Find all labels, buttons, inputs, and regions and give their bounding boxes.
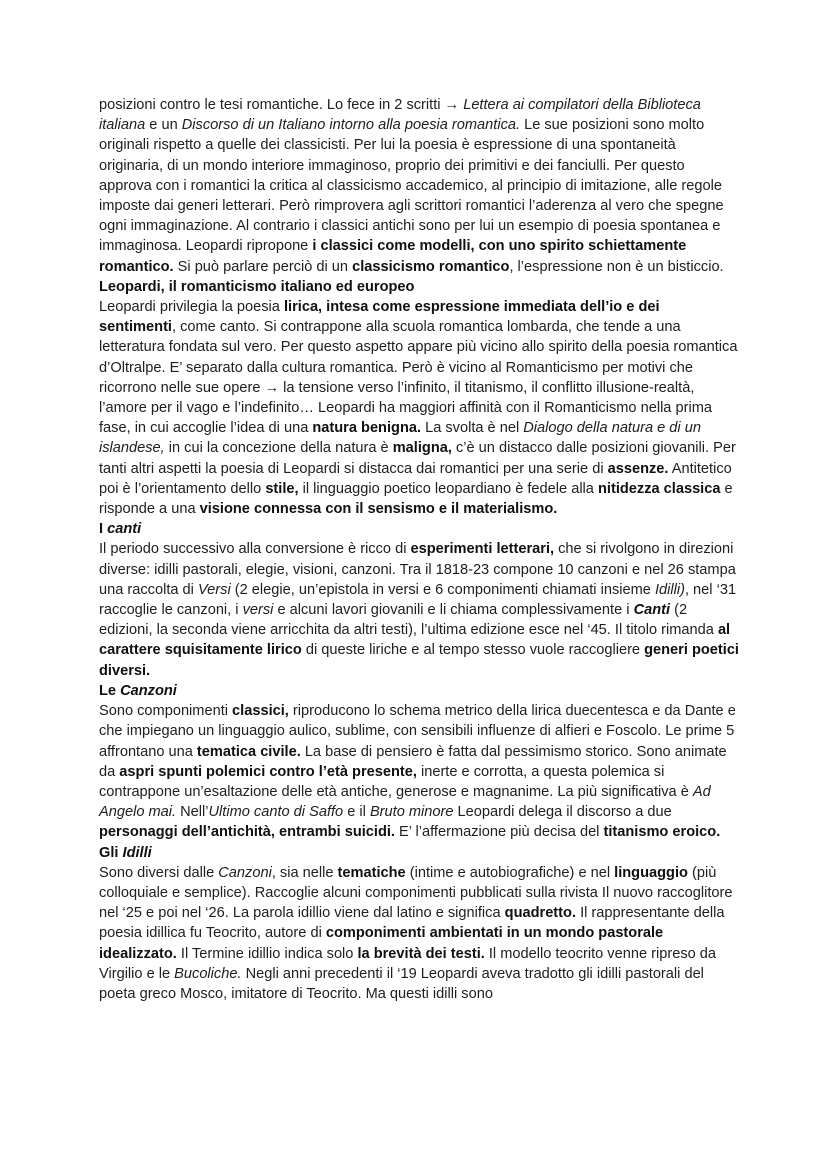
bold-text: tematiche xyxy=(337,864,406,881)
text-run: Gli xyxy=(99,844,123,861)
text-run: Si può parlare perciò di un xyxy=(173,258,353,275)
text-run: , come canto. Si contrappone alla scuola romantica lombarda, che tende a una letteratura fondata sul vero. Per questo aspetto appare più vicino allo spirito della poesia romantica d’Oltralpe. E’ separato dalla cultura romantica. Però è vicino al Romanticismo per motivi che ricorrono nelle sue opere → la tensione verso l’infinito, il titanismo, il conflitto illusione-realtà, l’amore per il vago e l’indefinito… Leopardi ha maggiori affinità con il Romanticismo nella prima fase, in cui accoglie l’idea di una xyxy=(99,319,738,437)
text-run: che si rivolgono in direzioni diverse: idilli pastorali, elegie, visioni, canzoni. Tra il 1818-23 compone 10 canzoni e nel 26 stampa una raccolta di xyxy=(99,541,736,598)
text-run: , nel ‘31 raccoglie le canzoni, i xyxy=(99,581,737,619)
text-run: , sia nelle xyxy=(271,864,338,881)
bold-text: quadretto. xyxy=(504,905,577,922)
text-run: il linguaggio poetico leopardiano è fedele alla xyxy=(298,480,598,497)
bold-text: la brevità dei testi. xyxy=(357,945,485,962)
paragraph xyxy=(99,701,739,842)
text-run: e un xyxy=(145,117,182,134)
bold-text: aspri spunti polemici contro l’età presente, xyxy=(119,763,417,780)
italic-text: canti xyxy=(107,521,142,538)
text-run: c’è un distacco dalle posizioni giovanili. Per tanti altri aspetti la poesia di Leopardi si distacca dai romantici per una serie di xyxy=(99,440,736,477)
italic-text: Dialogo della natura e di un islandese, xyxy=(99,420,701,457)
text-run: Il rappresentante della poesia idillica fu Teocrito, autore di xyxy=(99,905,725,942)
bold-text: personaggi dell’antichità, entrambi suicidi. xyxy=(99,824,395,841)
bold-text: nitidezza classica xyxy=(597,480,721,497)
section-heading xyxy=(99,277,739,297)
bold-text: stile, xyxy=(265,480,299,497)
italic-text: versi xyxy=(242,602,274,619)
text-run: I xyxy=(99,521,108,538)
italic-text: Bruto minore xyxy=(369,804,454,821)
text-run: , l’espressione non è un bisticcio. xyxy=(509,258,724,275)
text-run: Il periodo successivo alla conversione è ricco di xyxy=(99,541,411,558)
text-run: Sono componimenti xyxy=(99,703,233,720)
bold-text: esperimenti letterari, xyxy=(410,541,555,558)
section-heading xyxy=(99,681,739,701)
text-run: Antitetico poi è l’orientamento dello xyxy=(99,460,732,497)
italic-text: Ultimo canto di Saffo xyxy=(208,804,344,821)
bold-text: classici, xyxy=(232,703,289,720)
italic-text: Idilli) xyxy=(654,581,685,598)
section-heading xyxy=(99,519,739,539)
text-run: Leopardi privilegia la poesia xyxy=(99,299,284,316)
bold-italic-text: Canti xyxy=(633,602,671,619)
section-heading xyxy=(99,843,739,863)
document-page xyxy=(99,95,739,1004)
text-run: Leopardi delega il discorso a due xyxy=(453,804,672,821)
bold-text: assenze. xyxy=(607,460,669,477)
bold-text: titanismo eroico. xyxy=(603,824,721,841)
italic-text: Idilli xyxy=(122,844,152,861)
bold-text: tematica civile. xyxy=(196,743,301,760)
text-run: Il Termine idillio indica solo xyxy=(176,945,358,962)
text-run: (2 edizioni, la seconda viene arricchita da altri testi), l’ultima edizione esce nel ‘45. Il titolo rimanda xyxy=(99,602,718,639)
text-run: (intime e autobiografiche) e nel xyxy=(405,864,615,881)
italic-text: Discorso di un Italiano intorno alla poesia romantica. xyxy=(181,117,521,134)
text-run: posizioni contro le tesi romantiche. Lo fece in 2 scritti → xyxy=(99,97,464,113)
italic-text: Canzoni xyxy=(120,682,177,699)
paragraph xyxy=(99,95,739,277)
italic-text: Bucoliche. xyxy=(174,965,242,982)
text-run: La base di pensiero è fatta dal pessimismo storico. Sono animate da xyxy=(99,743,727,780)
bold-text: maligna, xyxy=(392,440,452,457)
text-run: e alcuni lavori giovanili e li chiama complessivamente i xyxy=(273,602,634,619)
text-run: Nell’ xyxy=(176,804,209,821)
bold-text: linguaggio xyxy=(614,864,688,881)
bold-text: i classici come modelli, con uno spirito schiettamente romantico. xyxy=(99,238,687,275)
paragraph xyxy=(99,863,739,1004)
text-run: (2 elegie, un’epistola in versi e 6 componimenti chiamati insieme xyxy=(230,581,655,598)
text-run: La svolta è nel xyxy=(421,420,524,437)
text-run: e il xyxy=(343,804,370,821)
paragraph xyxy=(99,297,739,519)
italic-text: Ad Angelo mai. xyxy=(99,783,711,821)
paragraph xyxy=(99,539,739,680)
text-run: in cui la concezione della natura è xyxy=(164,440,393,457)
bold-text: generi poetici diversi. xyxy=(99,642,739,679)
text-run: Leopardi, il romanticismo italiano ed europeo xyxy=(99,278,415,295)
text-run: Negli anni precedenti il ‘19 Leopardi aveva tradotto gli idilli pastorali del poeta greco Mosco, imitatore di Teocrito. Ma questi idilli sono xyxy=(99,965,704,1002)
bold-text: natura benigna. xyxy=(312,420,422,437)
text-run: riproducono lo schema metrico della lirica duecentesca e da Dante e che impiegano un linguaggio aulico, sublime, con sensibili influenze di alfieri e Foscolo. Le prime 5 affrontano una xyxy=(99,703,736,760)
text-run: E’ l’affermazione più decisa del xyxy=(395,824,604,841)
bold-text: componimenti ambientati in un mondo pastorale idealizzato. xyxy=(99,925,664,962)
bold-text: al carattere squisitamente lirico xyxy=(99,622,731,659)
text-run: e risponde a una xyxy=(99,480,733,518)
bold-text: classicismo romantico xyxy=(352,258,510,275)
text-run: (più colloquiale e semplice). Raccoglie alcuni componimenti pubblicati sulla rivista Il nuovo raccoglitore nel ‘25 e poi nel ‘26. La parola idillio viene dal latino e significa xyxy=(99,864,733,922)
emphasis xyxy=(634,602,670,618)
italic-text: Lettera ai compilatori della Biblioteca italiana xyxy=(99,97,701,134)
text-run: Le sue posizioni sono molto originali rispetto a quelle dei classicisti. Per lui la poesia è espressione di una spontaneità originaria, di un mondo interiore immaginoso, proprio dei primitivi e dei fanciulli. Per questo approva con i romantici la critica al classicismo accademico, al principio di imitazione, alle regole imposte dai generi letterari. Però rimprovera agli scrittori romantici l’aderenza al vero che spegne ogni immaginazione. Al contrario i classici antichi sono per lui un esempio di poesia spontanea e immaginosa. Leopardi ripropone xyxy=(99,117,724,255)
text-run: Sono diversi dalle xyxy=(99,864,219,881)
text-run: Il modello teocrito venne ripreso da Virgilio e le xyxy=(99,945,717,982)
italic-text: Versi xyxy=(197,581,231,598)
text-run: di queste liriche e al tempo stesso vuole raccogliere xyxy=(301,642,645,659)
text-run: Le xyxy=(99,682,121,699)
italic-text: Canzoni xyxy=(218,864,272,881)
bold-text: lirica, intesa come espressione immediata dell’io e dei sentimenti xyxy=(99,299,660,336)
text-run: inerte e corrotta, a questa polemica si contrappone un’esaltazione delle età antiche, generose e magnanime. La più significativa è xyxy=(99,763,693,800)
bold-text: visione connessa con il sensismo e il materialismo. xyxy=(199,501,558,518)
